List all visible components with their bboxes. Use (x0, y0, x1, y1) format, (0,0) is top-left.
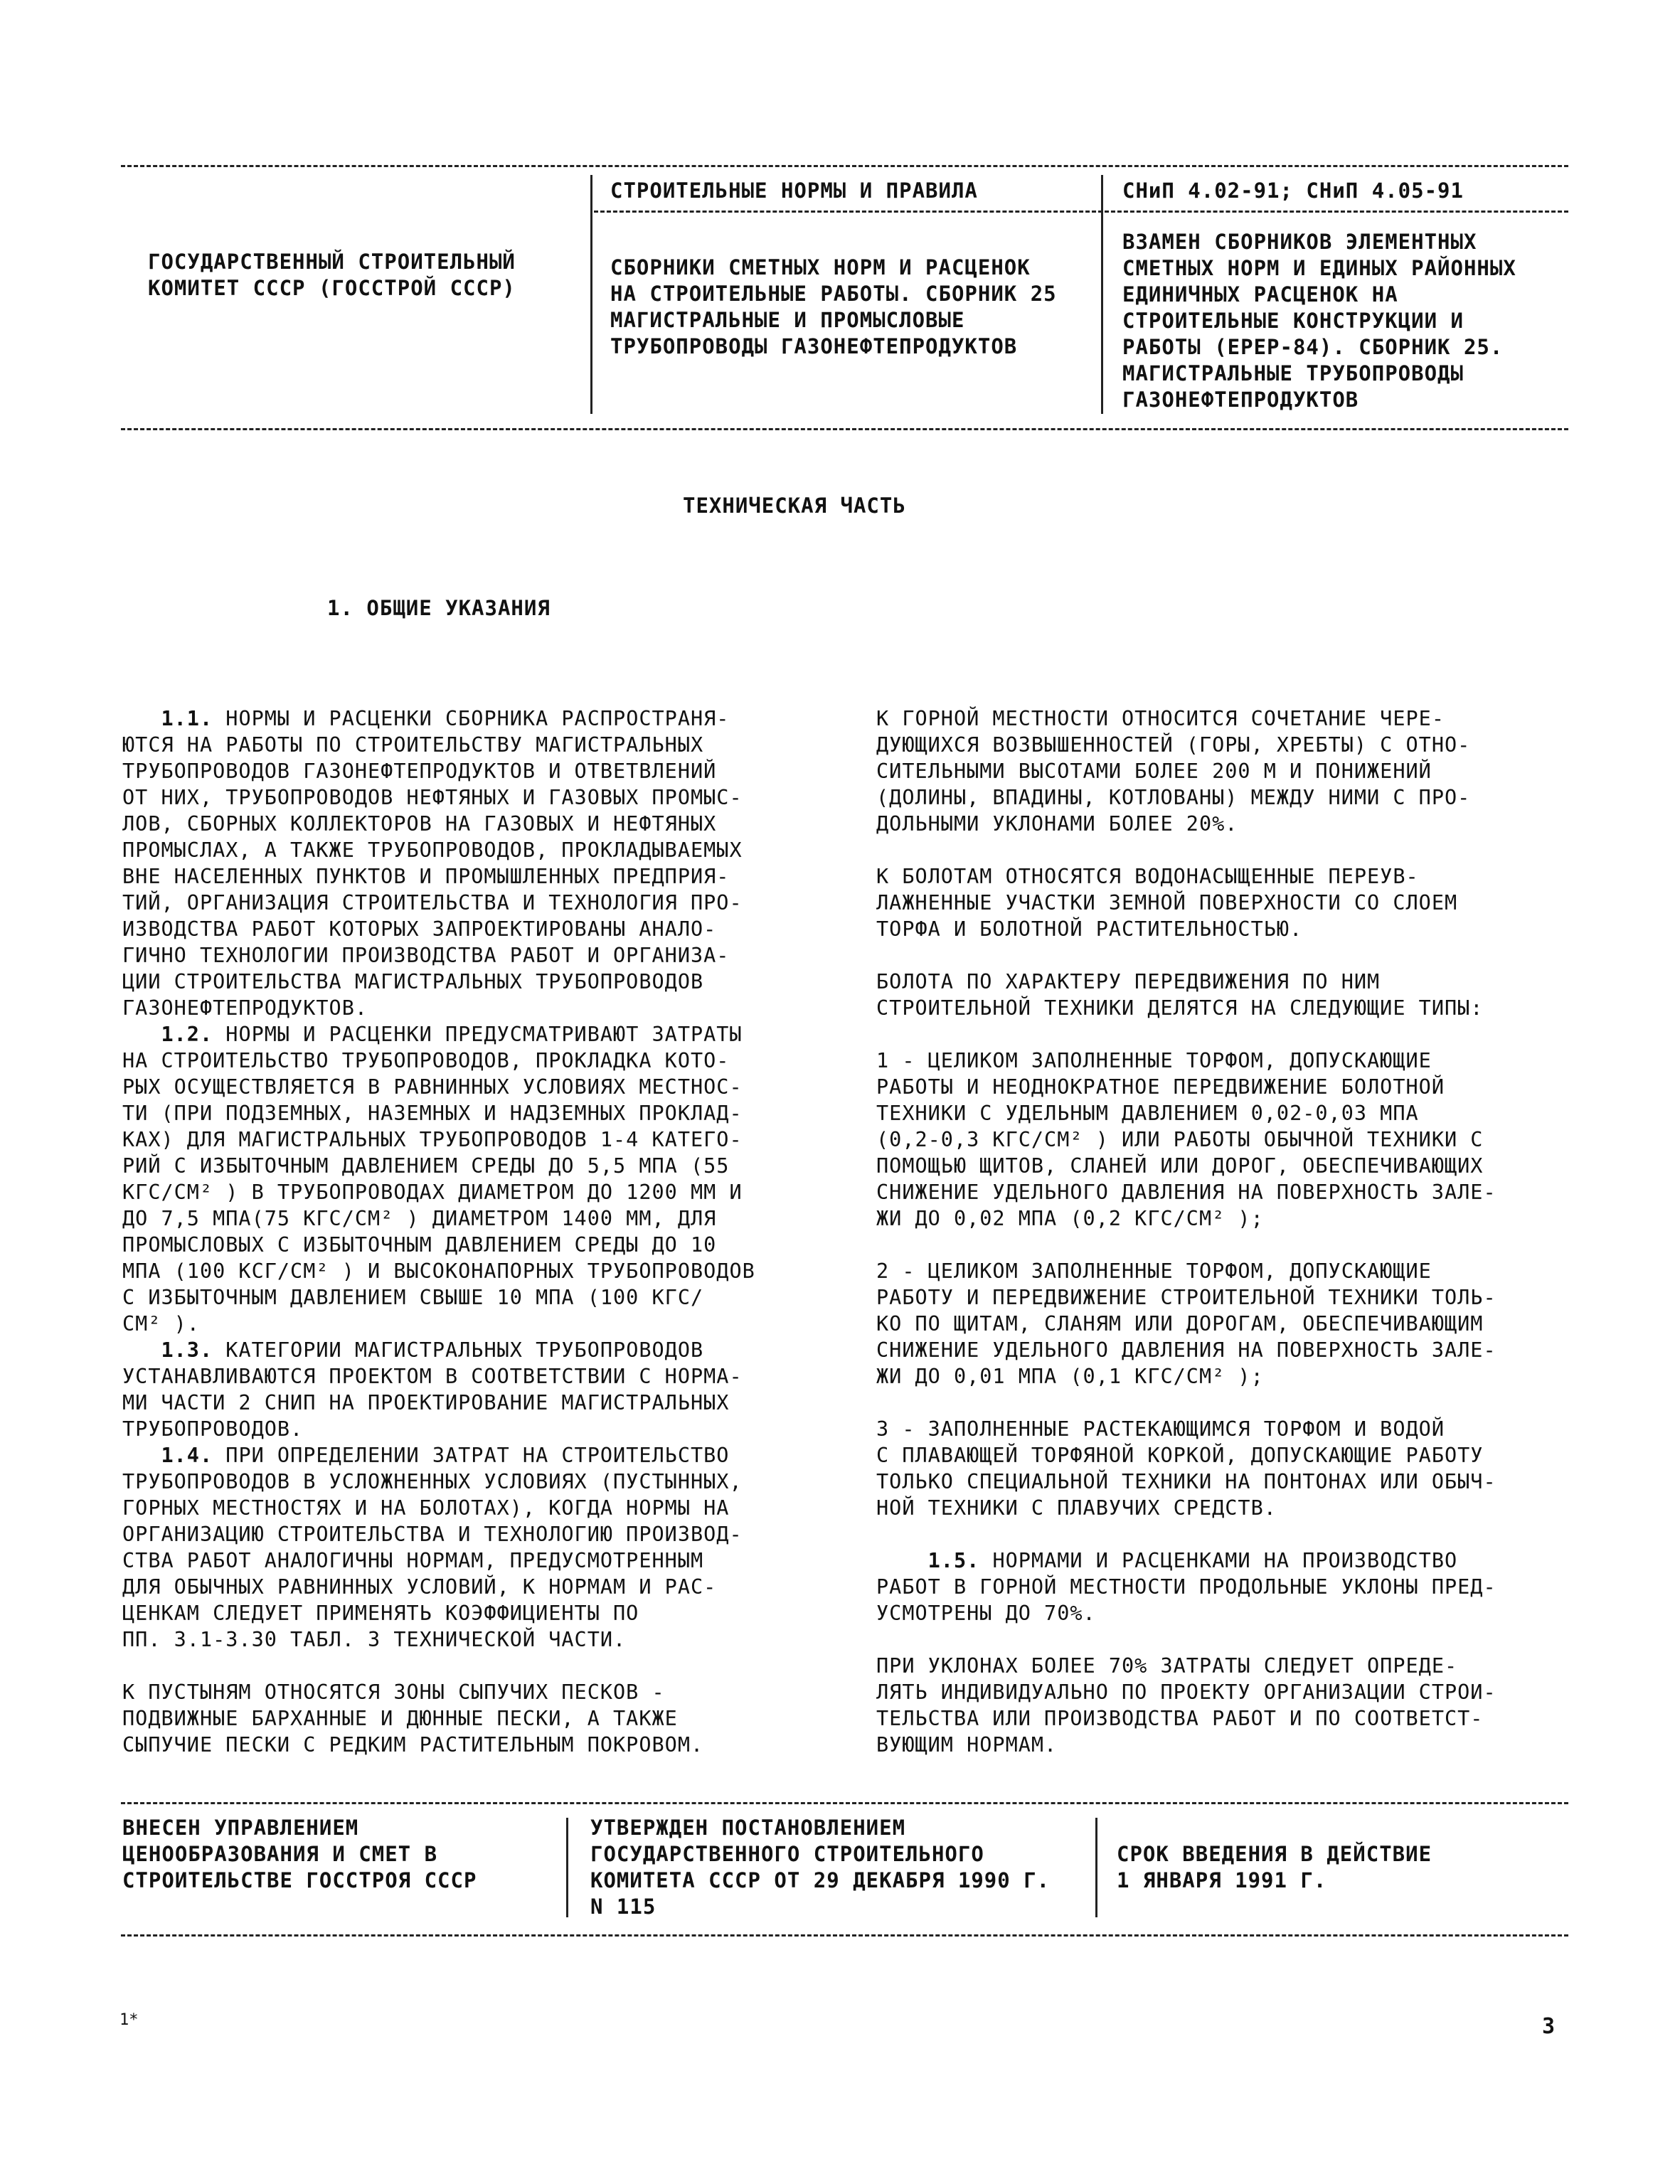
text-line: ОТ НИХ, ТРУБОПРОВОДОВ НЕФТЯНЫХ И ГАЗОВЫХ ПРОМЫС- (122, 786, 743, 809)
clause-number: 1.4. (161, 1444, 213, 1467)
text-line: МПА (100 КСГ/СМ² ) И ВЫСОКОНАПОРНЫХ ТРУБОПРОВОДОВ (122, 1259, 755, 1283)
header-top-rule (121, 165, 1568, 167)
text-line: РЫХ ОСУЩЕСТВЛЯЕТСЯ В РАВНИННЫХ УСЛОВИЯХ МЕСТНОС- (122, 1075, 743, 1099)
clause-number: 1.1. (161, 707, 213, 730)
text-line: РАБОТ В ГОРНОЙ МЕСТНОСТИ ПРОДОЛЬНЫЕ УКЛОНЫ ПРЕД- (876, 1575, 1496, 1599)
text-line: ТЕЛЬСТВА ИЛИ ПРОИЗВОДСТВА РАБОТ И ПО СООТВЕТСТ- (876, 1707, 1484, 1730)
footer-line: N 115 (590, 1895, 656, 1919)
header-inner-rule-left (594, 211, 1102, 213)
text-line: РАБОТЫ И НЕОДНОКРАТНОЕ ПЕРЕДВИЖЕНИЕ БОЛОТНОЙ (876, 1075, 1445, 1099)
text-line: ТРУБОПРОВОДОВ В УСЛОЖНЕННЫХ УСЛОВИЯХ (ПУСТЫННЫХ, (122, 1470, 743, 1493)
text-line: СНИЖЕНИЕ УДЕЛЬНОГО ДАВЛЕНИЯ НА ПОВЕРХНОСТЬ ЗАЛЕ- (876, 1338, 1496, 1362)
doc-code: СНиП 4.02-91; СНиП 4.05-91 (1122, 179, 1464, 203)
issuer-line: КОМИТЕТ СССР (ГОССТРОЙ СССР) (148, 276, 516, 300)
replaces-line: МАГИСТРАЛЬНЫЕ ТРУБОПРОВОДЫ (1122, 361, 1464, 385)
text-line: ВУЮЩИМ НОРМАМ. (876, 1733, 1058, 1757)
text-line: (ДОЛИНЫ, ВПАДИНЫ, КОТЛОВАНЫ) МЕЖДУ НИМИ С ПРО- (876, 786, 1471, 809)
text-line: С ПЛАВАЮЩЕЙ ТОРФЯНОЙ КОРКОЙ, ДОПУСКАЮЩИЕ РАБОТУ (876, 1444, 1484, 1467)
issuer-line: ГОСУДАРСТВЕННЫЙ СТРОИТЕЛЬНЫЙ (148, 250, 516, 274)
footer-line: 1 ЯНВАРЯ 1991 Г. (1117, 1868, 1327, 1892)
text-line: ЖИ ДО 0,01 МПА (0,1 КГС/СМ² ); (876, 1365, 1264, 1388)
text-line: БОЛОТА ПО ХАРАКТЕРУ ПЕРЕДВИЖЕНИЯ ПО НИМ (876, 970, 1381, 994)
text-line: СИТЕЛЬНЫМИ ВЫСОТАМИ БОЛЕЕ 200 М И ПОНИЖЕНИЙ (876, 760, 1432, 783)
header-divider-left (590, 175, 592, 414)
text-line: ТИЙ, ОРГАНИЗАЦИЯ СТРОИТЕЛЬСТВА И ТЕХНОЛОГИЯ ПРО- (122, 891, 743, 915)
paragraph-swamp-type-1 (876, 1048, 1496, 1232)
footer-approved-by (590, 1815, 1050, 1920)
text-line: ЦИИ СТРОИТЕЛЬСТВА МАГИСТРАЛЬНЫХ ТРУБОПРОВОДОВ (122, 970, 704, 994)
text-line: УСТАНАВЛИВАЮТСЯ ПРОЕКТОМ В СООТВЕТСТВИИ С НОРМА- (122, 1365, 743, 1388)
replaces-line: СТРОИТЕЛЬНЫЕ КОНСТРУКЦИИ И (1122, 309, 1464, 333)
left-column (122, 705, 755, 1758)
text-line: ЛЯТЬ ИНДИВИДУАЛЬНО ПО ПРОЕКТУ ОРГАНИЗАЦИИ СТРОИ- (876, 1680, 1496, 1704)
collection-title-line: ТРУБОПРОВОДЫ ГАЗОНЕФТЕПРОДУКТОВ (610, 334, 1018, 358)
footer-effective-date (1117, 1841, 1432, 1894)
text-line: ДУЮЩИХСЯ ВОЗВЫШЕННОСТЕЙ (ГОРЫ, ХРЕБТЫ) С ОТНО- (876, 733, 1471, 757)
footer-top-rule (121, 1802, 1568, 1804)
text-line: ПРОМЫСЛАХ, А ТАКЖЕ ТРУБОПРОВОДОВ, ПРОКЛАДЫВАЕМЫХ (122, 838, 743, 862)
text-line: ПРИ ОПРЕДЕЛЕНИИ ЗАТРАТ НА СТРОИТЕЛЬСТВО (213, 1444, 730, 1467)
text-line: МИ ЧАСТИ 2 СНИП НА ПРОЕКТИРОВАНИЕ МАГИСТРАЛЬНЫХ (122, 1391, 730, 1415)
replaces-line: ЕДИНИЧНЫХ РАСЦЕНОК НА (1122, 282, 1398, 307)
text-line: НОРМЫ И РАСЦЕНКИ ПРЕДУСМАТРИВАЮТ ЗАТРАТЫ (213, 1023, 743, 1046)
text-line: 2 - ЦЕЛИКОМ ЗАПОЛНЕННЫЕ ТОРФОМ, ДОПУСКАЮЩИЕ (876, 1259, 1432, 1283)
replaces-line: ГАЗОНЕФТЕПРОДУКТОВ (1122, 388, 1359, 412)
footer-line: УТВЕРЖДЕН ПОСТАНОВЛЕНИЕМ (590, 1816, 906, 1840)
text-line: ЦЕНКАМ СЛЕДУЕТ ПРИМЕНЯТЬ КОЭФФИЦИЕНТЫ ПО (122, 1602, 639, 1625)
clause-number: 1.2. (161, 1023, 213, 1046)
text-line: ГОРНЫХ МЕСТНОСТЯХ И НА БОЛОТАХ), КОГДА НОРМЫ НА (122, 1496, 730, 1520)
clause-number: 1.5. (927, 1549, 980, 1572)
replaces-line: РАБОТЫ (ЕРЕР-84). СБОРНИК 25. (1122, 335, 1504, 359)
text-line: ДОЛЬНЫМИ УКЛОНАМИ БОЛЕЕ 20%. (876, 812, 1238, 836)
paragraph-1-1 (122, 705, 755, 1021)
collection-title (610, 255, 1057, 360)
footer-line: СРОК ВВЕДЕНИЯ В ДЕЙСТВИЕ (1117, 1842, 1432, 1866)
replaces-line: СМЕТНЫХ НОРМ И ЕДИНЫХ РАЙОННЫХ (1122, 256, 1516, 280)
header-inner-rule-right (1105, 211, 1568, 213)
text-line: ДО 7,5 МПА(75 КГС/СМ² ) ДИАМЕТРОМ 1400 ММ, ДЛЯ (122, 1207, 717, 1230)
paragraph-1-4 (122, 1442, 755, 1653)
text-line: ЖИ ДО 0,02 МПА (0,2 КГС/СМ² ); (876, 1207, 1264, 1230)
paragraph-swamp-type-2 (876, 1258, 1496, 1390)
text-line: ТЕХНИКИ С УДЕЛЬНЫМ ДАВЛЕНИЕМ 0,02-0,03 МПА (876, 1102, 1419, 1125)
text-line: РИЙ С ИЗБЫТОЧНЫМ ДАВЛЕНИЕМ СРЕДЫ ДО 5,5 МПА (55 (122, 1154, 730, 1178)
text-line: СНИЖЕНИЕ УДЕЛЬНОГО ДАВЛЕНИЯ НА ПОВЕРХНОСТЬ ЗАЛЕ- (876, 1181, 1496, 1204)
text-line: ТРУБОПРОВОДОВ. (122, 1417, 304, 1441)
header-issuer (148, 249, 516, 302)
text-line: К ПУСТЫНЯМ ОТНОСЯТСЯ ЗОНЫ СЫПУЧИХ ПЕСКОВ - (122, 1680, 665, 1704)
text-line: КО ПО ЩИТАМ, СЛАНЯМ ИЛИ ДОРОГАМ, ОБЕСПЕЧИВАЮЩИМ (876, 1312, 1484, 1336)
replaces-line: ВЗАМЕН СБОРНИКОВ ЭЛЕМЕНТНЫХ (1122, 230, 1477, 254)
text-line: НА СТРОИТЕЛЬСТВО ТРУБОПРОВОДОВ, ПРОКЛАДКА КОТО- (122, 1049, 730, 1072)
right-column (876, 705, 1496, 1758)
text-line: ПОДВИЖНЫЕ БАРХАННЫЕ И ДЮННЫЕ ПЕСКИ, А ТАКЖЕ (122, 1707, 678, 1730)
text-line: УСМОТРЕНЫ ДО 70%. (876, 1602, 1096, 1625)
footer-line: СТРОИТЕЛЬСТВЕ ГОССТРОЯ СССР (122, 1868, 477, 1892)
paragraph-1-5 (876, 1548, 1496, 1626)
signature-mark: 1* (119, 2011, 139, 2029)
footer-line: ВНЕСЕН УПРАВЛЕНИЕМ (122, 1816, 359, 1840)
text-line: ТИ (ПРИ ПОДЗЕМНЫХ, НАЗЕМНЫХ И НАДЗЕМНЫХ ПРОКЛАД- (122, 1102, 743, 1125)
text-line: 3 - ЗАПОЛНЕННЫЕ РАСТЕКАЮЩИМСЯ ТОРФОМ И ВОДОЙ (876, 1417, 1445, 1441)
collection-title-line: НА СТРОИТЕЛЬНЫЕ РАБОТЫ. СБОРНИК 25 (610, 282, 1057, 306)
subsection-title: 1. ОБЩИЕ УКАЗАНИЯ (327, 596, 551, 620)
norms-title: СТРОИТЕЛЬНЫЕ НОРМЫ И ПРАВИЛА (610, 179, 978, 203)
footer-line: ЦЕНООБРАЗОВАНИЯ И СМЕТ В (122, 1842, 438, 1866)
text-line: С ИЗБЫТОЧНЫМ ДАВЛЕНИЕМ СВЫШЕ 10 МПА (100 КГС/ (122, 1286, 704, 1309)
text-line: ЛАЖНЕННЫЕ УЧАСТКИ ЗЕМНОЙ ПОВЕРХНОСТИ СО СЛОЕМ (876, 891, 1458, 915)
text-line: СМ² ). (122, 1312, 200, 1336)
paragraph-1-3 (122, 1337, 755, 1442)
page-number: 3 (1542, 2014, 1556, 2039)
text-line: НОЙ ТЕХНИКИ С ПЛАВУЧИХ СРЕДСТВ. (876, 1496, 1277, 1520)
text-line: КАТЕГОРИИ МАГИСТРАЛЬНЫХ ТРУБОПРОВОДОВ (213, 1338, 704, 1362)
paragraph-mountains (876, 705, 1496, 837)
paragraph-swamp-type-3 (876, 1416, 1496, 1521)
text-line: К ГОРНОЙ МЕСТНОСТИ ОТНОСИТСЯ СОЧЕТАНИЕ ЧЕРЕ- (876, 707, 1445, 730)
section-title: ТЕХНИЧЕСКАЯ ЧАСТЬ (683, 494, 906, 518)
text-line: СТВА РАБОТ АНАЛОГИЧНЫ НОРМАМ, ПРЕДУСМОТРЕННЫМ (122, 1549, 704, 1572)
replaces-note (1122, 229, 1516, 413)
paragraph-deserts (122, 1679, 755, 1758)
paragraph-slopes (876, 1653, 1496, 1758)
text-line: ИЗВОДСТВА РАБОТ КОТОРЫХ ЗАПРОЕКТИРОВАНЫ АНАЛО- (122, 917, 717, 941)
text-line: ПРИ УКЛОНАХ БОЛЕЕ 70% ЗАТРАТЫ СЛЕДУЕТ ОПРЕДЕ- (876, 1654, 1458, 1678)
text-line: ГИЧНО ТЕХНОЛОГИИ ПРОИЗВОДСТВА РАБОТ И ОРГАНИЗА- (122, 944, 730, 967)
text-line: КГС/СМ² ) В ТРУБОПРОВОДАХ ДИАМЕТРОМ ДО 1200 ММ И (122, 1181, 743, 1204)
text-line: ДЛЯ ОБЫЧНЫХ РАВНИННЫХ УСЛОВИЙ, К НОРМАМ И РАС- (122, 1575, 717, 1599)
text-line: (0,2-0,3 КГС/СМ² ) ИЛИ РАБОТЫ ОБЫЧНОЙ ТЕХНИКИ С (876, 1128, 1484, 1151)
text-line: ТОРФА И БОЛОТНОЙ РАСТИТЕЛЬНОСТЬЮ. (876, 917, 1303, 941)
collection-title-line: МАГИСТРАЛЬНЫЕ И ПРОМЫСЛОВЫЕ (610, 308, 965, 332)
text-line: ПОМОЩЬЮ ЩИТОВ, СЛАНЕЙ ИЛИ ДОРОГ, ОБЕСПЕЧИВАЮЩИХ (876, 1154, 1484, 1178)
text-line: ПРОМЫСЛОВЫХ С ИЗБЫТОЧНЫМ ДАВЛЕНИЕМ СРЕДЫ ДО 10 (122, 1233, 717, 1257)
paragraph-swamps (876, 863, 1496, 942)
text-line: ЛОВ, СБОРНЫХ КОЛЛЕКТОРОВ НА ГАЗОВЫХ И НЕФТЯНЫХ (122, 812, 717, 836)
header-bottom-rule (121, 428, 1568, 430)
text-line: ТОЛЬКО СПЕЦИАЛЬНОЙ ТЕХНИКИ НА ПОНТОНАХ ИЛИ ОБЫЧ- (876, 1470, 1496, 1493)
clause-number: 1.3. (161, 1338, 213, 1362)
footer-bottom-rule (121, 1934, 1568, 1937)
text-line: РАБОТУ И ПЕРЕДВИЖЕНИЕ СТРОИТЕЛЬНОЙ ТЕХНИКИ ТОЛЬ- (876, 1286, 1496, 1309)
footer-divider-left (566, 1818, 568, 1917)
collection-title-line: СБОРНИКИ СМЕТНЫХ НОРМ И РАСЦЕНОК (610, 255, 1031, 279)
footer-line: КОМИТЕТА СССР ОТ 29 ДЕКАБРЯ 1990 Г. (590, 1868, 1051, 1892)
paragraph-swamp-types (876, 969, 1496, 1021)
footer-line: ГОСУДАРСТВЕННОГО СТРОИТЕЛЬНОГО (590, 1842, 984, 1866)
text-line: К БОЛОТАМ ОТНОСЯТСЯ ВОДОНАСЫЩЕННЫЕ ПЕРЕУВ- (876, 865, 1419, 888)
text-line: ЮТСЯ НА РАБОТЫ ПО СТРОИТЕЛЬСТВУ МАГИСТРАЛЬНЫХ (122, 733, 704, 757)
text-line: СЫПУЧИЕ ПЕСКИ С РЕДКИМ РАСТИТЕЛЬНЫМ ПОКРОВОМ. (122, 1733, 704, 1757)
footer-submitted-by (122, 1815, 477, 1894)
text-line: КАХ) ДЛЯ МАГИСТРАЛЬНЫХ ТРУБОПРОВОДОВ 1-4 КАТЕГО- (122, 1128, 743, 1151)
text-line: ГАЗОНЕФТЕПРОДУКТОВ. (122, 996, 368, 1020)
paragraph-1-2 (122, 1021, 755, 1337)
text-line: ОРГАНИЗАЦИЮ СТРОИТЕЛЬСТВА И ТЕХНОЛОГИЮ ПРОИЗВОД- (122, 1523, 743, 1546)
text-line: ПП. 3.1-3.30 ТАБЛ. 3 ТЕХНИЧЕСКОЙ ЧАСТИ. (122, 1628, 627, 1651)
text-line: НОРМАМИ И РАСЦЕНКАМИ НА ПРОИЗВОДСТВО (979, 1549, 1458, 1572)
text-line: ВНЕ НАСЕЛЕННЫХ ПУНКТОВ И ПРОМЫШЛЕННЫХ ПРЕДПРИЯ- (122, 865, 730, 888)
text-line: НОРМЫ И РАСЦЕНКИ СБОРНИКА РАСПРОСТРАНЯ- (213, 707, 730, 730)
text-line: СТРОИТЕЛЬНОЙ ТЕХНИКИ ДЕЛЯТСЯ НА СЛЕДУЮЩИЕ ТИПЫ: (876, 996, 1484, 1020)
text-line: 1 - ЦЕЛИКОМ ЗАПОЛНЕННЫЕ ТОРФОМ, ДОПУСКАЮЩИЕ (876, 1049, 1432, 1072)
footer-divider-right (1095, 1818, 1097, 1917)
text-line: ТРУБОПРОВОДОВ ГАЗОНЕФТЕПРОДУКТОВ И ОТВЕТВЛЕНИЙ (122, 760, 717, 783)
